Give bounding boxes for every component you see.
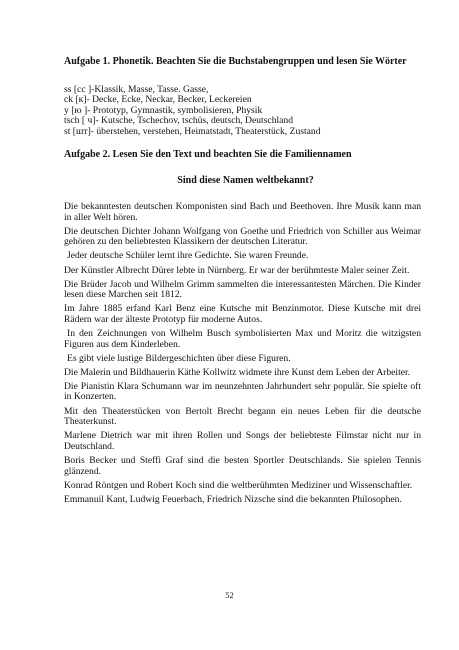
paragraph-philosophers: Emmanuil Kant, Ludwig Feuerbach, Friedrich Nizsche sind die bekannten Philosophen. [64, 493, 402, 505]
paragraph-roentgen-koch: Konrad Röntgen und Robert Koch sind die weltberühmten Mediziner und Wissenschaftler. [64, 479, 413, 491]
phonetics-line-ck: ck [к]- Decke, Ecke, Neckar, Becker, Leckereien [64, 94, 252, 106]
paragraph-schumann: Die Pianistin Klara Schumann war im neunzehnten Jahrhundert sehr populär. Sie spielte oft in Konzerten. [64, 380, 421, 403]
paragraph-duerer: Der Künstler Albrecht Dürer lebte in Nürnberg. Er war der berühmteste Maler seiner Zeit. [64, 264, 410, 276]
paragraph-grimm: Die Brüder Jacob und Wilhelm Grimm sammelten die interessantesten Märchen. Die Kinder lesen diese Marchen seit 1812. [64, 278, 421, 301]
paragraph-kollwitz: Die Malerin und Bildhauerin Käthe Kollwitz widmete ihre Kunst dem Leben der Arbeiter. [64, 366, 411, 378]
paragraph-poems: Jeder deutsche Schüler lernt ihre Gedichte. Sie waren Freunde. [67, 250, 309, 262]
paragraph-brecht: Mit den Theaterstücken von Bertolt Brecht begann ein neues Leben für die deutsche Theaterkunst. [64, 405, 421, 428]
phonetics-line-st: st [шт]- überstehen, verstehen, Heimatstadt, Theaterstück, Zustand [64, 125, 321, 137]
phonetics-line-tsch: tsch [ ч]- Kutsche, Tschechov, tschüs, deutsch, Deutschland [64, 115, 294, 127]
exercise-1-title: Aufgabe 1. Phonetik. Beachten Sie die Buchstabengruppen und lesen Sie Wörter [64, 56, 407, 67]
exercise-2-title: Aufgabe 2. Lesen Sie den Text und beachten Sie die Familiennamen [64, 149, 352, 161]
page-number: 52 [225, 590, 234, 600]
reading-text [64, 202, 421, 505]
paragraph-composers: Die bekanntesten deutschen Komponisten sind Bach und Beethoven. Ihre Musik kann man in aller Welt hören. [64, 201, 421, 223]
phonetics-list [64, 85, 421, 137]
paragraph-busch: In den Zeichnungen von Wilhelm Busch symbolisierten Max und Moritz die witzigsten Figuren aus dem Kinderleben. [64, 327, 421, 350]
paragraph-benz: Im Jahre 1885 erfand Karl Benz eine Kutsche mit Benzinmotor. Diese Kutsche mit drei Rädern war der älteste Prototyp für moderne Autos. [64, 303, 421, 325]
phonetics-line-ss: ss [cc ]-Klassik, Masse, Tasse. Gasse, [64, 84, 209, 95]
phonetics-line-y: y [ю ]- Prototyp, Gymnastik, symbolisieren, Physik [64, 104, 263, 116]
paragraph-poets: Die deutschen Dichter Johann Wolfgang von Goethe und Friedrich von Schiller aus Weimar gehören zu den beliebtesten Klassikern der deutschen Literatur. [64, 225, 421, 248]
paragraph-becker-graf: Boris Becker und Steffi Graf sind die besten Sportler Deutschlands. Sie spielen Tennis glänzend. [64, 454, 421, 477]
paragraph-bildergeschichten: Es gibt viele lustige Bildergeschichten über diese Figuren. [67, 352, 291, 364]
paragraph-dietrich: Marlene Dietrich war mit ihren Rollen und Songs der beliebteste Filmstar nicht nur in Deutschland. [64, 430, 421, 452]
text-title: Sind diese Namen weltbekannt? [177, 175, 314, 187]
